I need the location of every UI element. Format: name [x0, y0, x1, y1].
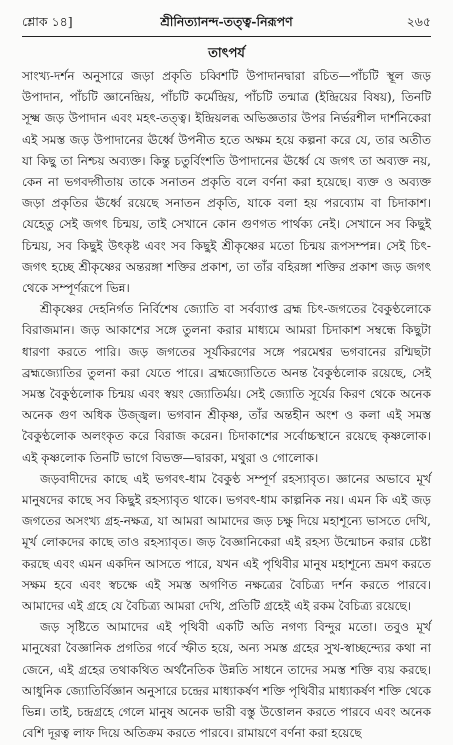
section-heading: তাৎপর্য [208, 46, 245, 61]
running-header [22, 10, 431, 34]
purport-text [22, 66, 431, 745]
paragraph: শ্রীকৃষ্ণের দেহনির্গত নির্বিশেষ জ্যোতি বা সর্বব্যাপ্ত ব্রহ্ম চিৎ-জগতের বৈকুণ্ঠলোকে বিরাজমান। জড় আকাশের সঙ্গে তুলনা করার মাধ্যমে আমরা চিদাকাশ সম্বন্ধে কিছুটা ধারণা করতে পারি। জড় জগতের সূর্যকিরণের সঙ্গে পরমেশ্বর ভগবানের রশ্মিছটা ব্রহ্মজ্যোতির তুলনা করা যেতে পারে। ব্রহ্মজ্যোতিতে অনন্ত বৈকুণ্ঠলোক রয়েছে, সেই সমস্ত বৈকুণ্ঠলোক চিন্ময় এবং স্বয়ং জ্যোতির্ময়। সেই জ্যোতি সূর্যের কিরণ থেকে অনেক অনেক গুণ অধিক উজ্জ্বল। ভগবান শ্রীকৃষ্ণ, তাঁর অন্তহীন অংশ ও কলা এই সমস্ত বৈকুণ্ঠলোক অলংকৃত করে বিরাজ করেন। চিদাকাশের সর্বোচ্চস্থানে রয়েছে কৃষ্ণলোক। এই কৃষ্ণলোক তিনটি ভাগে বিভক্ত—দ্বারকা, মথুরা ও গোলোক। [22, 302, 431, 465]
page-number: ২৬৫ [406, 14, 431, 29]
paragraph: জড়বাদীদের কাছে এই ভগবৎ-ধাম বৈকুণ্ঠ সম্পূর্ণ রহস্যাবৃত। জ্ঞানের অভাবে মূর্খ মানুষদের কাছে সব কিছুই রহস্যাবৃত থাকে। ভগবৎ-ধাম কাল্পনিক নয়। এমন কি এই জড় জগতের অসংখ্য গ্রহ-নক্ষত্র, যা আমরা আমাদের জড় চক্ষু দিয়ে মহাশূন্যে ভাসতে দেখি, মূর্খ লোকদের কাছে তাও রহস্যাবৃত। জড় বৈজ্ঞানিকেরা এই রহস্য উন্মোচন করার চেষ্টা করছে এবং এমন একদিন আসতে পারে, যখন এই পৃথিবীর মানুষ মহাশূন্যে ভ্রমণ করতে সক্ষম হবে এবং স্বচক্ষে এই সমস্ত অগণিত নক্ষত্রের বৈচিত্র্য দর্শন করতে পারবে। আমাদের এই গ্রহে যে বৈচিত্র্য আমরা দেখি, প্রতিটি গ্রহেই এই রকম বৈচিত্র্য রয়েছে। [22, 471, 431, 614]
paragraph: সাংখ্য-দর্শন অনুসারে জড়া প্রকৃতি চব্বিশটি উপাদানদ্বারা রচিত—পাঁচটি স্থূল জড় উপাদান, পাঁচটি জ্ঞানেন্দ্রিয়, পাঁচটি কর্মেন্দ্রিয়, পাঁচটি তন্মাত্র (ইন্দ্রিয়ের বিষয়), তিনটি সূক্ষ্ম জড় উপাদান এবং মহৎ-তত্ত্ব। ইন্দ্রিয়লব্ধ অভিজ্ঞতার উপর নির্ভরশীল দার্শনিকেরা এই সমস্ত জড় উপাদানের ঊর্ধ্বে উপনীত হতে অক্ষম হয়ে কল্পনা করে যে, তার অতীত যা কিছু তা নিশ্চয় অব্যক্ত। কিন্তু চতুর্বিংশতি উপাদানের ঊর্ধ্বে যে জগৎ তা অব্যক্ত নয়, কেন না ভগবদ্গীতায় তাকে সনাতন প্রকৃতি বলে বর্ণনা করা হয়েছে। ব্যক্ত ও অব্যক্ত জড়া প্রকৃতির ঊর্ধ্বে রয়েছে সনাতন প্রকৃতি, যাকে বলা হয় পরব্যোম বা চিদাকাশ। যেহেতু সেই জগৎ চিন্ময়, তাই সেখানে কোন গুণগত পার্থক্য নেই। সেখানে সব কিছুই চিন্ময়, সব কিছুই উৎকৃষ্ট এবং সব কিছুই শ্রীকৃষ্ণের মতো চিন্ময় রূপসম্পন্ন। সেই চিৎ-জগৎ হচ্ছে শ্রীকৃষ্ণের অন্তরঙ্গা শক্তির প্রকাশ, তা তাঁর বহিরঙ্গা শক্তির প্রকাশ জড় জগৎ থেকে সম্পূর্ণরূপে ভিন্ন। [22, 69, 431, 296]
chapter-title: শ্রীনিত্যানন্দ-তত্ত্ব-নিরূপণ [160, 14, 293, 29]
header-divider [22, 36, 431, 37]
paragraph: জড় সৃষ্টিতে আমাদের এই পৃথিবী একটি অতি নগণ্য বিন্দুর মতো। তবুও মূর্খ মানুষেরা বৈজ্ঞানিক প্রগতির গর্বে স্ফীত হয়ে, অন্য সমস্ত গ্রহের সুখ-স্বাচ্ছন্দ্যের কথা না জেনে, এই গ্রহের তথাকথিত অর্থনৈতিক উন্নতি সাধনে তাদের সমস্ত শক্তি ব্যয় করছে। আধুনিক জ্যোতির্বিজ্ঞান অনুসারে চন্দ্রের মাধ্যাকর্ষণ শক্তি পৃথিবীর মাধ্যাকর্ষণ শক্তি থেকে ভিন্ন। তাই, চন্দ্রগ্রহে গেলে মানুষ অনেক ভারী বস্তু উত্তোলন করতে পারবে এবং অনেক বেশি দূরত্ব লাফ দিয়ে অতিক্রম করতে পারবে। রামায়ণে বর্ণনা করা হয়েছে [22, 620, 431, 741]
verse-reference: শ্লোক ১৪] [22, 14, 73, 29]
